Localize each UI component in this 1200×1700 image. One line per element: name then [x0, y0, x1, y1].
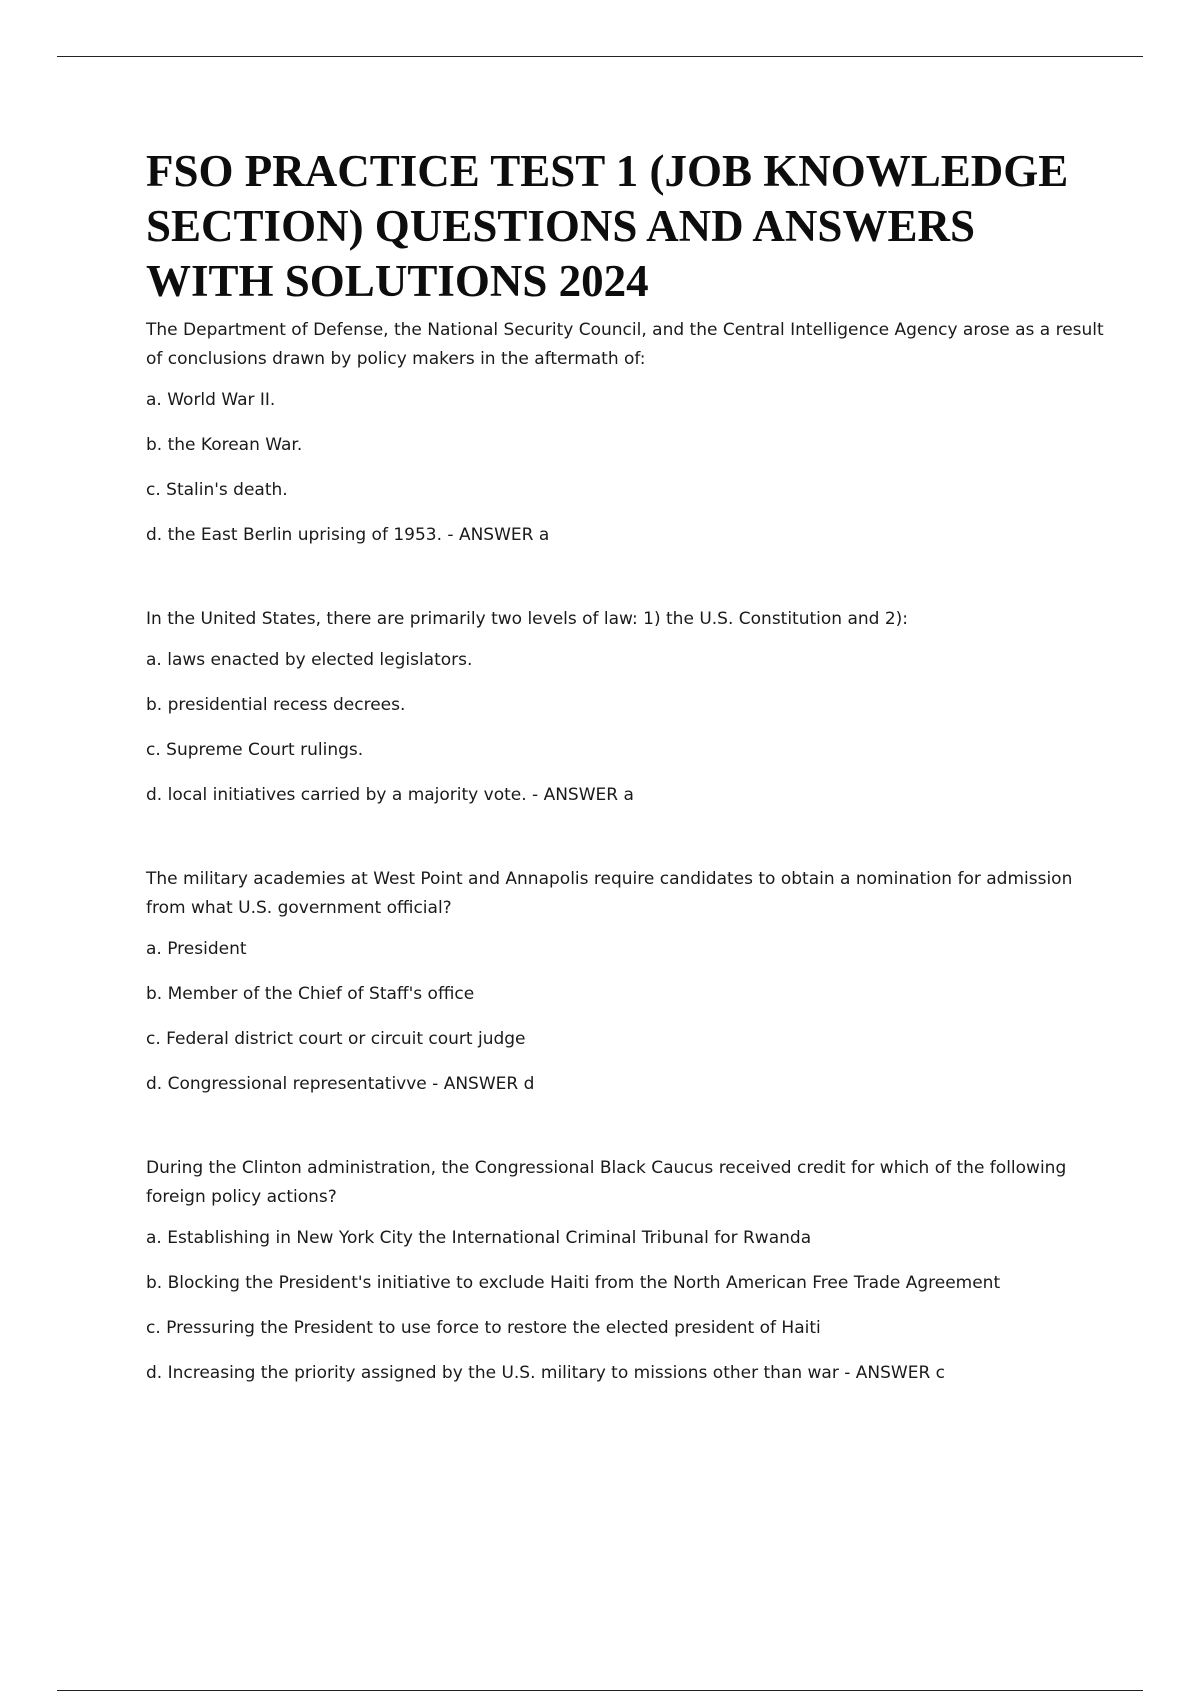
document-title: FSO PRACTICE TEST 1 (JOB KNOWLEDGE SECTION) QUESTIONS AND ANSWERS WITH SOLUTIONS 2024 — [146, 146, 1069, 306]
answer-option: b. Member of the Chief of Staff's office — [146, 984, 475, 1004]
answer-option: c. Pressuring the President to use force to restore the elected president of Haiti — [146, 1318, 821, 1338]
answer-option: c. Supreme Court rulings. — [146, 740, 364, 760]
answer-option: d. Congressional representativve - ANSWER d — [146, 1074, 535, 1094]
answer-option: d. Increasing the priority assigned by the U.S. military to missions other than war - ANSWER c — [146, 1363, 946, 1383]
answer-option: b. presidential recess decrees. — [146, 695, 406, 715]
answer-option: a. Establishing in New York City the International Criminal Tribunal for Rwanda — [146, 1228, 812, 1248]
bottom-divider — [57, 1690, 1143, 1691]
answer-option: d. local initiatives carried by a majority vote. - ANSWER a — [146, 785, 634, 805]
question-text: The Department of Defense, the National Security Council, and the Central Intelligence Agency arose as a result of conclusions drawn by policy makers in the aftermath of: — [146, 320, 1104, 369]
answer-option: d. the East Berlin uprising of 1953. - ANSWER a — [146, 525, 550, 545]
answer-option: c. Stalin's death. — [146, 480, 288, 500]
question-text: During the Clinton administration, the Congressional Black Caucus received credit for which of the following foreign policy actions? — [146, 1158, 1067, 1207]
question-3 — [146, 865, 1106, 1099]
top-divider — [57, 56, 1143, 57]
question-text: In the United States, there are primarily two levels of law: 1) the U.S. Constitution and 2): — [146, 609, 909, 629]
question-1 — [146, 316, 1106, 550]
answer-option: a. laws enacted by elected legislators. — [146, 650, 473, 670]
answer-option: a. President — [146, 939, 247, 959]
answer-option: b. the Korean War. — [146, 435, 303, 455]
document-page — [146, 144, 1106, 1404]
answer-option: b. Blocking the President's initiative to exclude Haiti from the North American Free Trade Agreement — [146, 1273, 1001, 1293]
answer-option: c. Federal district court or circuit court judge — [146, 1029, 526, 1049]
answer-option: a. World War II. — [146, 390, 276, 410]
question-2 — [146, 605, 1106, 810]
question-4 — [146, 1154, 1106, 1388]
question-text: The military academies at West Point and Annapolis require candidates to obtain a nomination for admission from what U.S. government official? — [146, 869, 1073, 918]
